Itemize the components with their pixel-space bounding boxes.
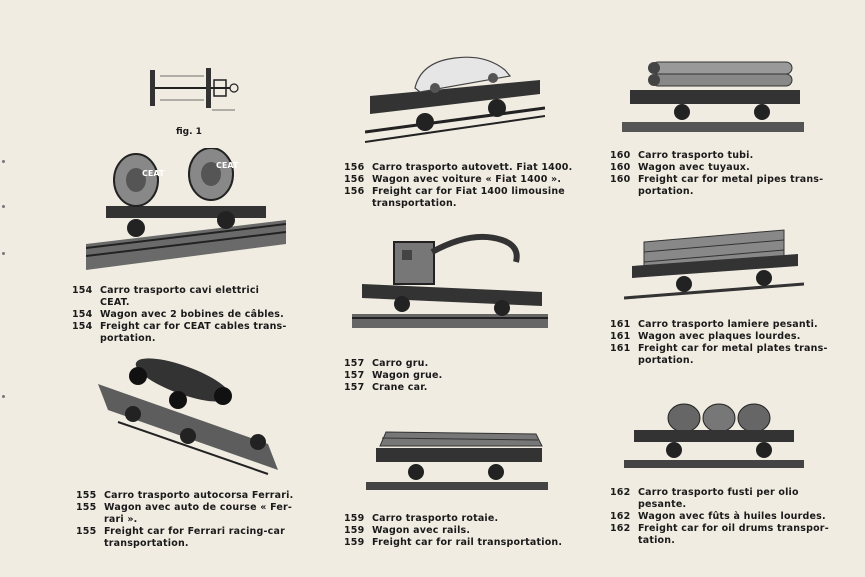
caption-line: transportation. bbox=[104, 538, 189, 549]
caption-162 bbox=[610, 487, 840, 547]
caption-156 bbox=[344, 162, 574, 210]
caption-line: Wagon avec plaques lourdes. bbox=[638, 331, 801, 342]
caption-line: Crane car. bbox=[372, 382, 428, 393]
caption-line: portation. bbox=[638, 355, 694, 366]
binding-hole bbox=[2, 160, 5, 163]
caption-line: tation. bbox=[638, 535, 676, 546]
caption-line: Wagon grue. bbox=[372, 370, 443, 381]
item-number: 155 bbox=[76, 490, 97, 501]
ceat-cable-wagon-image bbox=[86, 148, 286, 272]
caption-155 bbox=[76, 490, 296, 550]
item-number: 161 bbox=[610, 343, 631, 354]
caption-line: Freight car for CEAT cables trans- bbox=[100, 321, 287, 332]
plates-wagon-image bbox=[624, 226, 804, 306]
caption-line: Wagon avec voiture « Fiat 1400 ». bbox=[372, 174, 562, 185]
caption-161 bbox=[610, 319, 840, 367]
caption-154 bbox=[72, 285, 292, 345]
rail-wagon-image bbox=[366, 424, 548, 492]
item-number: 155 bbox=[76, 502, 97, 513]
caption-line: Wagon avec fûts à huiles lourdes. bbox=[638, 511, 826, 522]
caption-line: Carro trasporto rotaie. bbox=[372, 513, 499, 524]
item-number: 160 bbox=[610, 150, 631, 161]
pipe-wagon-image bbox=[622, 56, 804, 134]
item-number: 160 bbox=[610, 162, 631, 173]
item-number: 162 bbox=[610, 523, 631, 534]
caption-159 bbox=[344, 513, 584, 549]
caption-line: pesante. bbox=[638, 499, 687, 510]
caption-line: Carro trasporto tubi. bbox=[638, 150, 754, 161]
caption-line: Carro trasporto autovett. Fiat 1400. bbox=[372, 162, 573, 173]
caption-line: Wagon avec tuyaux. bbox=[638, 162, 750, 173]
item-number: 156 bbox=[344, 174, 365, 185]
item-number: 159 bbox=[344, 525, 365, 536]
item-number bbox=[610, 186, 638, 198]
item-number: 154 bbox=[72, 285, 93, 296]
item-number: 156 bbox=[344, 162, 365, 173]
caption-line: transportation. bbox=[372, 198, 457, 209]
item-number: 162 bbox=[610, 511, 631, 522]
caption-line: Wagon avec 2 bobines de câbles. bbox=[100, 309, 284, 320]
item-number bbox=[610, 355, 638, 367]
item-number: 162 bbox=[610, 487, 631, 498]
item-number: 156 bbox=[344, 186, 365, 197]
fig1-axle-diagram bbox=[140, 62, 240, 118]
caption-line: Carro trasporto autocorsa Ferrari. bbox=[104, 490, 294, 501]
item-number: 160 bbox=[610, 174, 631, 185]
item-number: 161 bbox=[610, 319, 631, 330]
caption-line: Carro trasporto fusti per olio bbox=[638, 487, 799, 498]
item-number bbox=[610, 499, 638, 511]
item-number: 157 bbox=[344, 382, 365, 393]
item-number bbox=[76, 514, 104, 526]
cable-label: CEAT bbox=[142, 169, 165, 178]
oil-drums-wagon-image bbox=[624, 398, 804, 470]
caption-line: Carro trasporto lamiere pesanti. bbox=[638, 319, 818, 330]
caption-line: portation. bbox=[638, 186, 694, 197]
item-number: 157 bbox=[344, 370, 365, 381]
caption-line: Freight car for Ferrari racing-car bbox=[104, 526, 285, 537]
caption-line: Freight car for oil drums transpor- bbox=[638, 523, 829, 534]
caption-line: Wagon avec rails. bbox=[372, 525, 471, 536]
fig1-label: fig. 1 bbox=[176, 127, 202, 137]
caption-160 bbox=[610, 150, 840, 198]
caption-line: portation. bbox=[100, 333, 156, 344]
caption-line: Freight car for Fiat 1400 limousine bbox=[372, 186, 565, 197]
item-number: 154 bbox=[72, 309, 93, 320]
binding-hole bbox=[2, 252, 5, 255]
caption-line: Freight car for metal pipes trans- bbox=[638, 174, 824, 185]
caption-157 bbox=[344, 358, 564, 394]
item-number bbox=[72, 333, 100, 345]
item-number bbox=[610, 535, 638, 547]
caption-line: Carro trasporto cavi elettrici CEAT. bbox=[100, 285, 260, 308]
item-number: 161 bbox=[610, 331, 631, 342]
cable-label: CEAT bbox=[216, 161, 239, 170]
caption-line: Wagon avec auto de course « Fer- bbox=[104, 502, 293, 513]
binding-hole bbox=[2, 395, 5, 398]
item-number: 157 bbox=[344, 358, 365, 369]
item-number: 154 bbox=[72, 321, 93, 332]
caption-line: rari ». bbox=[104, 514, 138, 525]
item-number bbox=[76, 538, 104, 550]
binding-hole bbox=[2, 205, 5, 208]
ferrari-wagon-image bbox=[98, 352, 278, 476]
item-number: 155 bbox=[76, 526, 97, 537]
caption-line: Freight car for rail transportation. bbox=[372, 537, 563, 548]
crane-wagon-image bbox=[352, 232, 548, 332]
item-number bbox=[344, 198, 372, 210]
caption-line: Carro gru. bbox=[372, 358, 429, 369]
item-number: 159 bbox=[344, 537, 365, 548]
caption-line: Freight car for metal plates trans- bbox=[638, 343, 828, 354]
fiat-wagon-image bbox=[365, 50, 545, 150]
item-number: 159 bbox=[344, 513, 365, 524]
